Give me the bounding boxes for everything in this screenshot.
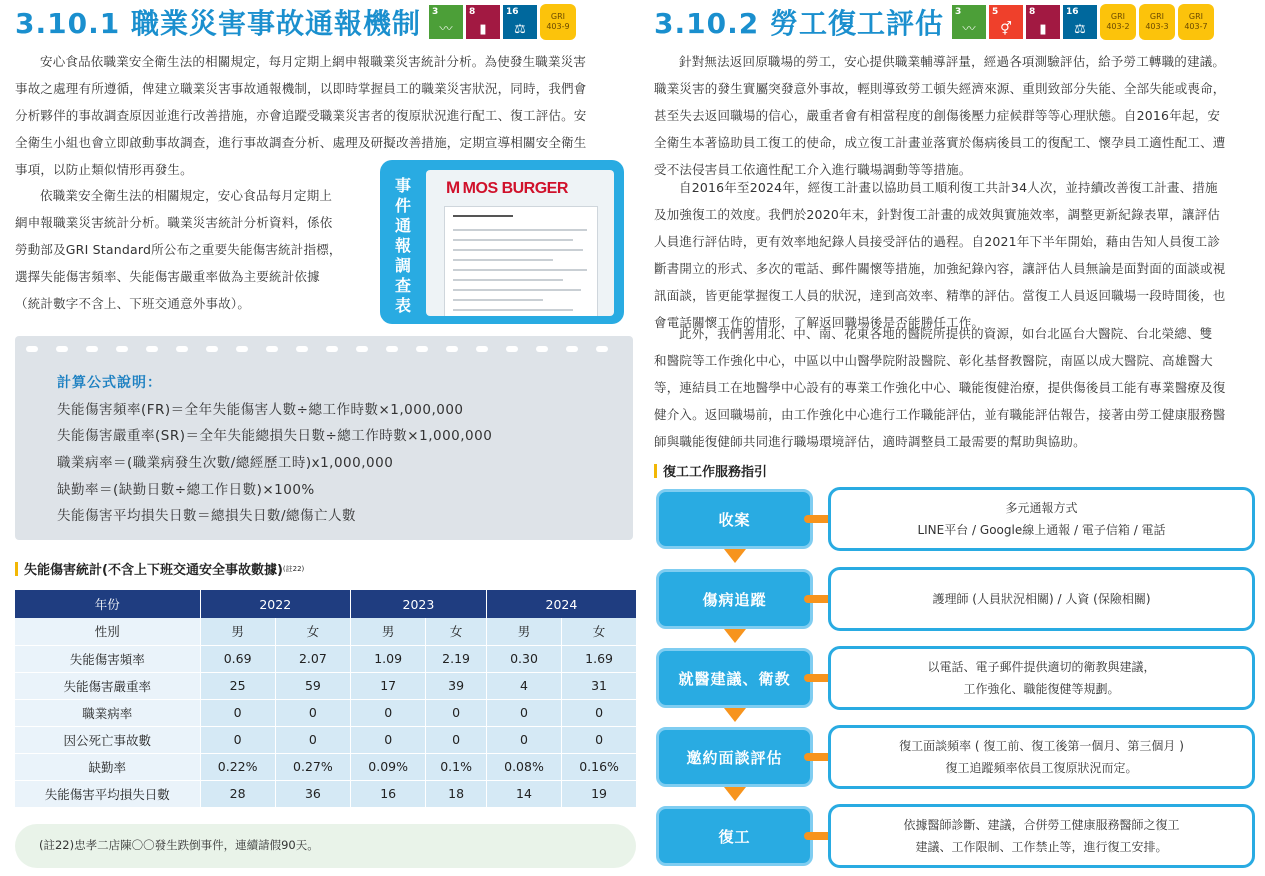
table-row: [15, 645, 636, 672]
value-cell: 59: [275, 672, 350, 699]
gri-code: 403-7: [1184, 22, 1208, 31]
stats-heading: 失能傷害統計(不含上下班交通安全事故數據) (註22): [15, 559, 304, 578]
row-label: 缺勤率: [15, 753, 200, 780]
sdg-3-badge: [429, 5, 463, 39]
value-cell: 0.1%: [426, 753, 487, 780]
right-third-paragraph: [654, 320, 1259, 455]
value-cell: 0: [275, 699, 350, 726]
table-header-2022: 2022: [200, 590, 351, 618]
value-cell: 18: [426, 780, 487, 807]
row-label: 職業病率: [15, 699, 200, 726]
formula-line: 缺勤率＝(缺勤日數÷總工作日數)×100%: [57, 482, 315, 498]
value-cell: 0: [562, 726, 636, 753]
formula-line: 失能傷害平均損失日數＝總損失日數/總傷亡人數: [57, 508, 357, 524]
flow-description-line: 依據醫師診斷、建議，合併勞工健康服務醫師之復工: [903, 818, 1180, 832]
paragraph-line: 此外，我們善用北、中、南、花東各地的醫院所提供的資源，如台北區台大醫院、台北榮總、雙: [679, 326, 1213, 341]
gender-cell: 男: [486, 618, 561, 645]
paragraph-line: 針對無法返回原職場的勞工，安心提供職業輔導評量，經過各項測驗評估，給予勞工轉職的建議。: [679, 54, 1226, 69]
value-cell: 36: [275, 780, 350, 807]
paragraph-line: 網申報職業災害統計分析。職業災害統計分析資料，係依: [15, 215, 333, 230]
paragraph-line: 師與職能復健師共同進行職場環境評估，適時調整員工最需要的幫助與協助。: [654, 434, 1086, 449]
gri-code: 403-3: [1145, 22, 1169, 31]
paragraph-line: 安心食品依職業安全衛生法的相關規定，每月定期上網申報職業災害統計分析。為使發生職業災害: [40, 54, 587, 69]
flow-description: [828, 804, 1255, 868]
paragraph-line: （統計數字不含上、下班交通意外事故）。: [15, 296, 251, 311]
down-arrow-icon: [724, 708, 746, 722]
paragraph-line: 斷書開立的形式、多次的電話、郵件關懷等措施，加強紀錄內容，讓評估人員無論是面對面的面談或視: [654, 261, 1226, 276]
left-badges: [429, 4, 576, 40]
value-cell: 2.07: [275, 645, 350, 672]
value-cell: 0: [351, 699, 426, 726]
value-cell: 0.08%: [486, 753, 561, 780]
value-cell: 2.19: [426, 645, 487, 672]
value-cell: 4: [486, 672, 561, 699]
row-label: 因公死亡事故數: [15, 726, 200, 753]
down-arrow-icon: [724, 629, 746, 643]
dove-gavel-icon: ⚖: [1074, 22, 1086, 37]
gri-code: 403-9: [546, 22, 570, 31]
paragraph-line: 健介入。返回職場前，由工作強化中心進行工作職能評估，並有職能評估報告，接著由勞工健康服務醫: [654, 407, 1226, 422]
value-cell: 0.69: [200, 645, 275, 672]
flow-description-line: 多元通報方式: [1005, 501, 1078, 515]
card-label-char: 表: [394, 296, 411, 315]
sdg-number: 3: [954, 7, 962, 17]
gender-cell: 女: [275, 618, 350, 645]
table-row: [15, 780, 636, 807]
table-row: [15, 753, 636, 780]
gender-cell: 男: [351, 618, 426, 645]
gri-label: GRI: [1110, 12, 1126, 21]
value-cell: 0.22%: [200, 753, 275, 780]
flow-description-line: 建議、工作限制、工作禁止等，進行復工安排。: [915, 840, 1168, 854]
card-label-char: 查: [394, 276, 411, 295]
paragraph-line: 全衛生本著協助員工復工的使命，成立復工計畫並落實於傷病後員工的復配工、懷孕員工適性配工、遭: [654, 135, 1226, 150]
heading-bar-icon: [654, 464, 657, 478]
flow-step: 收案: [656, 489, 813, 549]
growth-chart-icon: ▮: [1039, 22, 1047, 37]
value-cell: 39: [426, 672, 487, 699]
value-cell: 28: [200, 780, 275, 807]
heading-bar-icon: [15, 562, 18, 576]
gri-badge: [1139, 4, 1175, 40]
value-cell: 0: [486, 726, 561, 753]
gri-code: 403-2: [1106, 22, 1130, 31]
sdg-number: 8: [468, 7, 476, 17]
paragraph-line: 訊面談，皆更能掌握復工人員的狀況，達到高效率、精準的評估。當復工人員返回職場一段時間後，也: [654, 288, 1226, 303]
table-header-year: 年份: [15, 590, 200, 618]
card-label-char: 調: [394, 256, 411, 275]
table-row: [15, 618, 636, 645]
card-label-char: 報: [394, 236, 411, 255]
paragraph-line: 受不法侵害員工依適性配工介入進行職場調動等等措施。: [654, 162, 972, 177]
gri-badge: [1100, 4, 1136, 40]
gri-badge: [1178, 4, 1214, 40]
heartbeat-icon: 〰: [962, 22, 976, 37]
sdg-number: 5: [991, 7, 999, 17]
flow-description: [828, 487, 1255, 551]
table-row: [15, 726, 636, 753]
gender-label: 性別: [15, 618, 200, 645]
card-label-char: 事: [394, 176, 411, 195]
row-label: 失能傷害頻率: [15, 645, 200, 672]
value-cell: 17: [351, 672, 426, 699]
value-cell: 0: [426, 699, 487, 726]
value-cell: 1.09: [351, 645, 426, 672]
gri-label: GRI: [1149, 12, 1165, 21]
sdg-number: 8: [1028, 7, 1036, 17]
flow-step: 復工: [656, 806, 813, 866]
flow-description-line: 護理師 (人員狀況相關) / 人資 (保險相關): [932, 592, 1151, 606]
sdg-3-badge: [952, 5, 986, 39]
sdg-16-badge: [503, 5, 537, 39]
paragraph-line: 事項，以防止類似情形再發生。: [15, 162, 193, 177]
value-cell: 1.69: [562, 645, 636, 672]
gender-cell: 女: [426, 618, 487, 645]
table-row: [15, 699, 636, 726]
row-label: 失能傷害嚴重率: [15, 672, 200, 699]
disability-stats-table: [15, 590, 636, 808]
paragraph-line: 自2016年至2024年，經復工計畫以協助員工順利復工共計34人次，並持續改善復工計畫、措施: [679, 180, 1218, 195]
formula-line: 失能傷害嚴重率(SR)＝全年失能總損失日數÷總工作時數×1,000,000: [57, 428, 493, 444]
growth-chart-icon: ▮: [479, 22, 487, 37]
value-cell: 0: [426, 726, 487, 753]
formula-decoration: [20, 344, 620, 356]
sdg-8-badge: [1026, 5, 1060, 39]
sdg-8-badge: [466, 5, 500, 39]
flow-step: 傷病追蹤: [656, 569, 813, 629]
value-cell: 0.30: [486, 645, 561, 672]
paragraph-line: 選擇失能傷害頻率、失能傷害嚴重率做為主要統計依據: [15, 269, 320, 284]
right-section-header: [654, 2, 1214, 42]
right-badges: [952, 4, 1214, 40]
flow-description-line: 復工追蹤頻率依員工復原狀況而定。: [945, 761, 1138, 775]
table-row: [15, 672, 636, 699]
gender-cell: 男: [200, 618, 275, 645]
value-cell: 0: [200, 726, 275, 753]
card-label-char: 件: [394, 196, 411, 215]
table-header-2024: 2024: [486, 590, 636, 618]
value-cell: 0.27%: [275, 753, 350, 780]
sdg-number: 16: [1065, 7, 1079, 17]
value-cell: 0: [562, 699, 636, 726]
paragraph-line: 依職業安全衛生法的相關規定，安心食品每月定期上: [40, 188, 333, 203]
paragraph-line: 勞動部及GRI Standard所公布之重要失能傷害統計指標，: [15, 242, 342, 257]
paragraph-line: 職業災害的發生實屬突發意外事故，輕則導致勞工頓失經濟來源、重則致部分失能、全部失能或喪命，: [654, 81, 1226, 96]
paragraph-line: 等，連結員工在地醫學中心設有的專業工作強化中心、職能復健治療，提供傷後員工能有專業醫療及復: [654, 380, 1226, 395]
incident-report-card: [380, 160, 624, 324]
value-cell: 0: [351, 726, 426, 753]
value-cell: 0: [275, 726, 350, 753]
value-cell: 0.16%: [562, 753, 636, 780]
paragraph-line: 事故之處理有所遵循，俾建立職業災害事故通報機制，以即時掌握員工的職業災害狀況，同時，我們會: [15, 81, 587, 96]
value-cell: 16: [351, 780, 426, 807]
card-label: [394, 176, 412, 316]
paragraph-line: 甚至失去返回職場的信心，嚴重者會有相當程度的創傷後壓力症候群等等心理狀態。自2016年起，安: [654, 108, 1221, 123]
sdg-5-badge: [989, 5, 1023, 39]
card-label-char: 通: [394, 216, 411, 235]
value-cell: 19: [562, 780, 636, 807]
flow-description-line: 復工面談頻率 ( 復工前、復工後第一個月、第三個月 ): [899, 739, 1184, 753]
sdg-number: 16: [505, 7, 519, 17]
sdg-number: 3: [431, 7, 439, 17]
paragraph-line: 會電話關懷工作的情形，了解返回職場後是否能勝任工作。: [654, 315, 985, 330]
row-label: 失能傷害平均損失日數: [15, 780, 200, 807]
gender-equality-icon: ⚥: [1000, 22, 1012, 37]
flow-step: 就醫建議、衛教: [656, 648, 813, 708]
flow-description: [828, 567, 1255, 631]
value-cell: 0.09%: [351, 753, 426, 780]
flow-description-line: 以電話、電子郵件提供適切的衛教與建議，: [927, 660, 1156, 674]
paragraph-line: 及加強復工的效度。我們於2020年末，針對復工計畫的成效與實施效率，調整更新紀錄表單，讓評估: [654, 207, 1221, 222]
flow-description-line: 工作強化、職能復健等規劃。: [963, 682, 1120, 696]
down-arrow-icon: [724, 787, 746, 801]
sdg-16-badge: [1063, 5, 1097, 39]
left-second-paragraph: [15, 182, 360, 317]
gender-cell: 女: [562, 618, 636, 645]
value-cell: 31: [562, 672, 636, 699]
gri-label: GRI: [550, 12, 566, 21]
flow-description-line: LINE平台 / Google線上通報 / 電子信箱 / 電話: [917, 523, 1166, 537]
paragraph-line: 全衛生小組也會立即啟動事故調查，進行事故調查分析、處理及研擬改善措施，定期宣導相關安全衛生: [15, 135, 587, 150]
left-section-header: [15, 2, 576, 42]
page-title: 3.10.1 職業災害事故通報機制: [15, 7, 421, 40]
value-cell: 0: [200, 699, 275, 726]
formula-line: 失能傷害頻率(FR)＝全年失能傷害人數÷總工作時數×1,000,000: [57, 402, 464, 418]
gri-label: GRI: [1188, 12, 1204, 21]
formula-title: 計算公式說明：: [57, 375, 162, 391]
heartbeat-icon: 〰: [439, 22, 453, 37]
down-arrow-icon: [724, 549, 746, 563]
dove-gavel-icon: ⚖: [514, 22, 526, 37]
value-cell: 14: [486, 780, 561, 807]
mos-burger-logo: M MOS BURGER: [446, 178, 568, 197]
footnote: (註22)忠孝二店陳〇〇發生跌倒事件，連續請假90天。: [15, 824, 636, 868]
formula-line: 職業病率＝(職業病發生次數/總經歷工時)x1,000,000: [57, 455, 394, 471]
value-cell: 0: [486, 699, 561, 726]
table-header-2023: 2023: [351, 590, 487, 618]
flow-description: [828, 725, 1255, 789]
paragraph-line: 和醫院等工作強化中心，中區以中山醫學院附設醫院、彰化基督教醫院，南區以成大醫院、高雄醫大: [654, 353, 1213, 368]
right-second-paragraph: [654, 174, 1259, 336]
section-title: 3.10.2 勞工復工評估: [654, 7, 944, 40]
incident-form-image: [426, 170, 614, 316]
gri-badge: [540, 4, 576, 40]
paragraph-line: 分析夥伴的事故調查原因並進行改善措施，亦會追蹤受職業災害者的復原狀況進行配工、復工評估。安: [15, 108, 587, 123]
flow-heading: 復工工作服務指引: [654, 461, 767, 480]
paragraph-line: 人員進行評估時，更有效率地紀錄人員接受評估的過程。自2021年下半年開始，藉由告知人員復工診: [654, 234, 1221, 249]
form-sheet: [444, 206, 598, 316]
flow-description: [828, 646, 1255, 710]
value-cell: 25: [200, 672, 275, 699]
flow-step: 邀約面談評估: [656, 727, 813, 787]
right-intro-paragraph: [654, 48, 1259, 183]
formula-box: [15, 336, 633, 540]
